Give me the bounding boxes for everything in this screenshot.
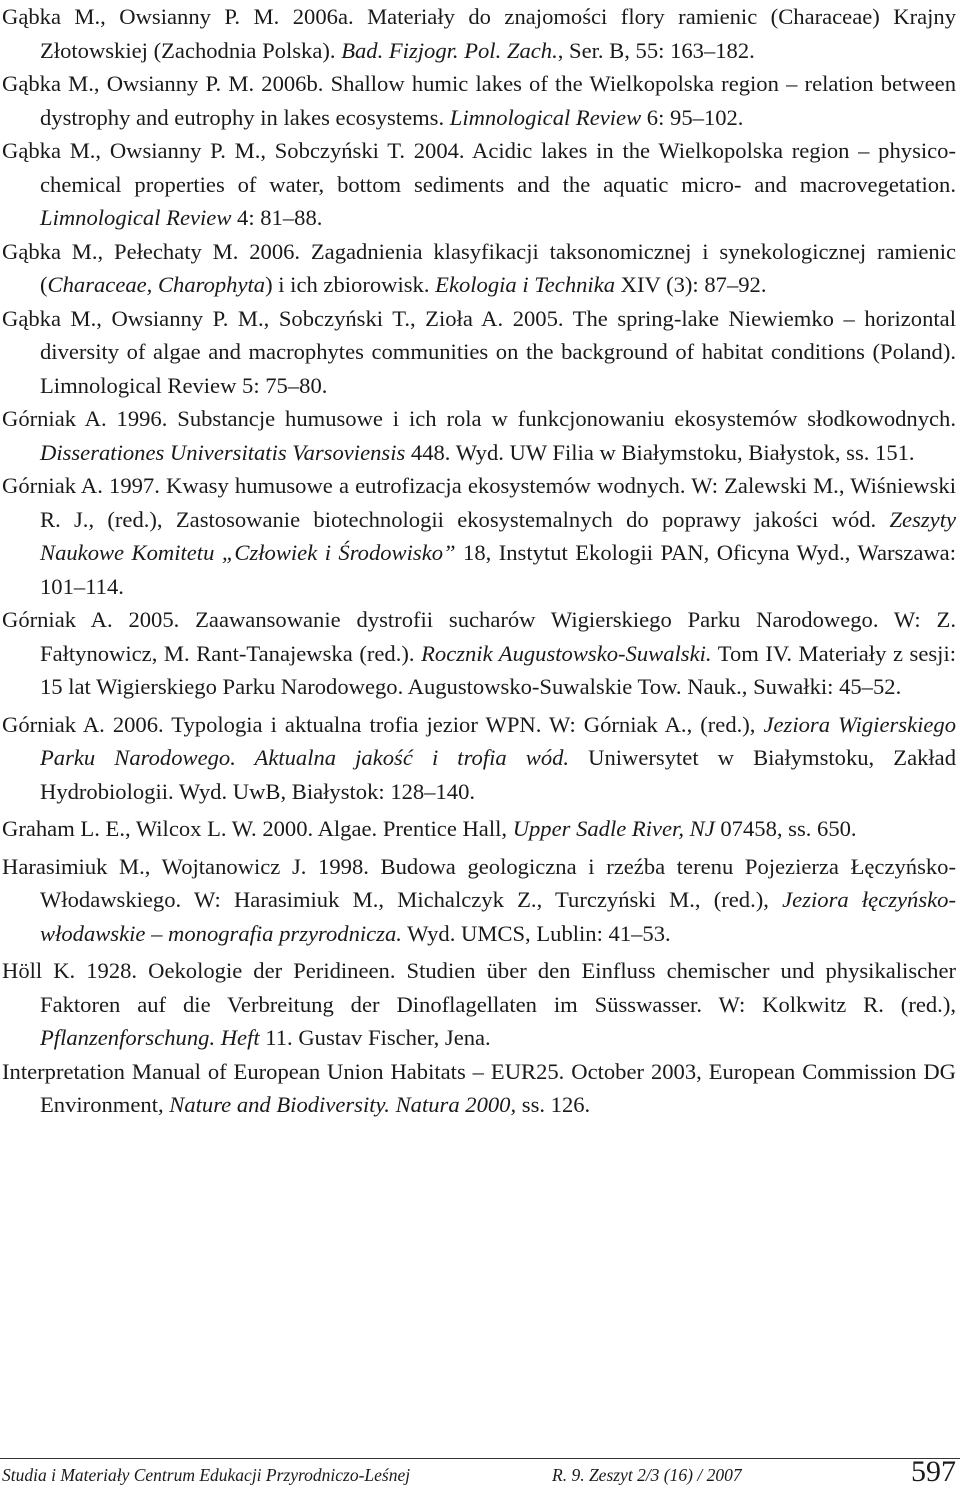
reference-entry	[2, 67, 956, 134]
page-footer	[0, 1445, 960, 1492]
reference-text: Höll K. 1928. Oekologie der Peridineen. Studien über den Einfluss chemischer und physikalischer Faktoren auf die Verbreitung der Dinoflagellaten im Süsswasser. W: Kolkwitz R. (red.),	[2, 958, 956, 1017]
reference-entry	[2, 954, 956, 1055]
reference-text: Górniak A. 1997. Kwasy humusowe a eutrofizacja ekosystemów wodnych. W: Zalewski M., Wiśniewski R. J., (red.), Zastosowanie biotechnologii ekosystemalnych do poprawy jakości wód.	[2, 473, 956, 532]
reference-text: Górniak A. 1996. Substancje humusowe i ich rola w funkcjonowaniu ekosystemów słodkowodnych.	[2, 406, 956, 431]
reference-text: Wyd. UMCS, Lublin: 41–53.	[401, 920, 671, 946]
reference-italic-text: Rocznik Augustowsko-Suwalski.	[421, 640, 712, 666]
reference-italic-text: Disserationes Universitatis Varsoviensis	[40, 439, 406, 465]
reference-text: Górniak A. 2006. Typologia i aktualna trofia jezior WPN. W: Górniak A., (red.),	[2, 711, 764, 737]
reference-entry	[2, 0, 956, 67]
reference-text: Gąbka M., Owsianny P. M. 2006a. Materiały do znajomości flory ramienic (Characeae) Krajny Złotowskiej (Zachodnia Polska).	[2, 4, 956, 63]
reference-text: 07458, ss. 650.	[714, 816, 857, 841]
reference-text: Gąbka M., Owsianny P. M. 2006b. Shallow humic lakes of the Wielkopolska region – relation between dystrophy and eutrophy in lakes ecosystems.	[2, 71, 956, 130]
reference-text: Graham L. E., Wilcox L. W. 2000. Algae. Prentice Hall,	[2, 816, 513, 841]
reference-text: Gąbka M., Owsianny P. M., Sobczyński T. 2004. Acidic lakes in the Wielkopolska region – physico-chemical properties of water, bottom sediments and the aquatic micro- and macrovegetation.	[2, 138, 956, 197]
reference-italic-text: Limnological Review	[449, 104, 642, 130]
reference-entry	[2, 302, 956, 403]
reference-text: Uniwersytet w Białymstoku, Zakład Hydrobiologii. Wyd. UwB, Białystok: 128–140.	[40, 745, 957, 804]
reference-entry	[2, 708, 956, 809]
reference-text: Harasimiuk M., Wojtanowicz J. 1998. Budowa geologiczna i rzeźba terenu Pojezierza Łęczyńsko-Włodawskiego. W: Harasimiuk M., Michalczyk Z., Turczyński M., (red.),	[2, 853, 956, 912]
reference-text: Górniak A. 2005. Zaawansowanie dystrofii sucharów Wigierskiego Parku Narodowego. W: Z. Fałtynowicz, M. Rant-Tanajewska (red.).	[2, 607, 956, 666]
reference-italic-text: Jeziora Wigierskiego Parku Narodowego. Aktualna jakość i trofia wód.	[40, 711, 956, 770]
footer-issue-info: R. 9. Zeszyt 2/3 (16) / 2007	[552, 1465, 742, 1485]
reference-italic-text: Upper Sadle River, NJ	[512, 816, 715, 841]
reference-italic-text: Jeziora łęczyńsko-włodawskie – monografia przyrodnicza.	[40, 887, 956, 946]
reference-text: , Ser. B, 55: 163–182.	[557, 37, 755, 63]
reference-italic-text: Pflanzenforschung. Heft	[40, 1025, 260, 1050]
reference-list	[2, 0, 956, 1122]
reference-text: 448. Wyd. UW Filia w Białymstoku, Białystok, ss. 151.	[405, 439, 915, 465]
reference-text: ss. 126.	[516, 1092, 591, 1117]
footer-divider	[0, 1458, 960, 1459]
reference-text: 18, Instytut Ekologii PAN, Oficyna Wyd., Warszawa: 101–114.	[40, 540, 956, 599]
reference-text: Interpretation Manual of European Union Habitats – EUR25. October 2003, European Commission DG Environment,	[2, 1058, 956, 1117]
reference-text: 11. Gustav Fischer, Jena.	[259, 1025, 491, 1050]
reference-text: Tom IV. Materiały z sesji: 15 lat Wigierskiego Parku Narodowego. Augustowsko-Suwalskie Tow. Nauk., Suwałki: 45–52.	[40, 640, 956, 699]
reference-entry	[2, 812, 956, 846]
reference-italic-text: Characeae, Charophyta	[47, 272, 266, 297]
reference-entry	[2, 1055, 956, 1122]
reference-text: XIV (3): 87–92.	[615, 272, 767, 297]
reference-entry	[2, 402, 956, 469]
reference-italic-text: Limnological Review	[40, 205, 232, 230]
footer-journal-title: Studia i Materiały Centrum Edukacji Przyrodniczo-Leśnej	[2, 1465, 411, 1485]
reference-italic-text: Nature and Biodiversity. Natura 2000,	[169, 1092, 517, 1117]
reference-entry	[2, 469, 956, 603]
reference-entry	[2, 603, 956, 704]
reference-entry	[2, 134, 956, 235]
page-number: 597	[911, 1455, 956, 1488]
reference-text: ) i ich zbiorowisk.	[265, 272, 436, 297]
reference-entry	[2, 850, 956, 951]
reference-italic-text: Zeszyty Naukowe Komitetu „Człowiek i Środowisko”	[40, 506, 956, 565]
reference-text: 6: 95–102.	[641, 104, 744, 130]
reference-italic-text: Bad. Fizjogr. Pol. Zach.	[341, 37, 558, 63]
reference-text: Gąbka M., Owsianny P. M., Sobczyński T., Zioła A. 2005. The spring-lake Niewiemko – horizontal diversity of algae and macrophytes communities on the background of habitat conditions (Poland). Limnological Review 5: 75–80.	[2, 305, 956, 398]
reference-italic-text: Ekologia i Technika	[435, 272, 616, 297]
reference-text: 4: 81–88.	[231, 205, 323, 230]
reference-entry	[2, 235, 956, 302]
reference-text: Gąbka M., Pełechaty M. 2006. Zagadnienia klasyfikacji taksonomicznej i synekologicznej ramienic (	[2, 238, 956, 297]
